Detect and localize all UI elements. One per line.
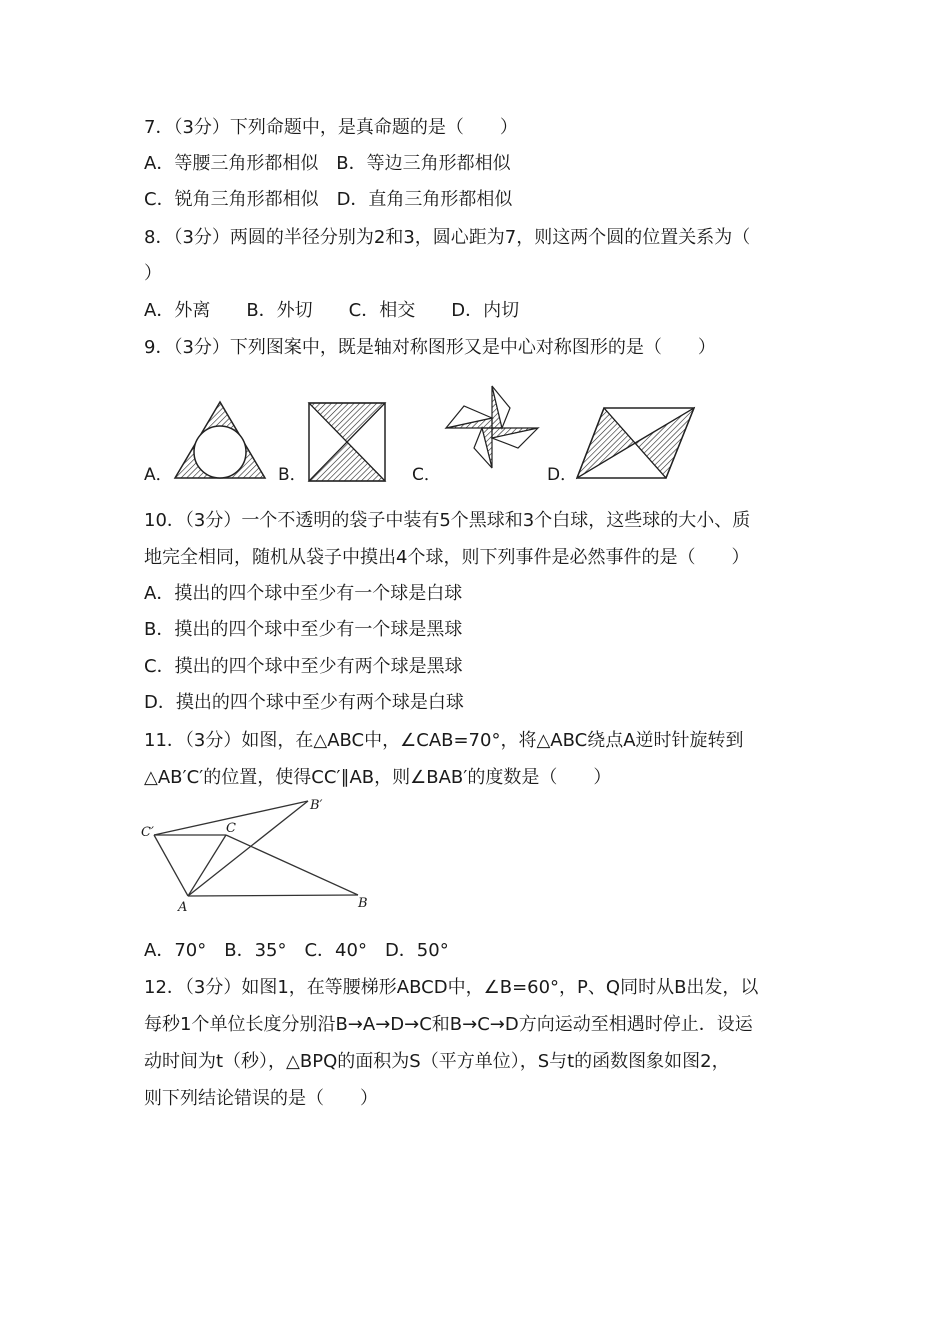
q11-stem-line1: 11．（3分）如图，在△ABC中，∠CAB=70°，将△ABC绕点A逆时针旋转到 bbox=[144, 730, 744, 751]
q10-option-c: C．摸出的四个球中至少有两个球是黑球 bbox=[144, 656, 463, 677]
label-b-prime: B′ bbox=[310, 798, 323, 813]
q12-stem-line1: 12．（3分）如图1，在等腰梯形ABCD中，∠B=60°，P、Q同时从B出发，以 bbox=[144, 977, 759, 998]
label-c: C bbox=[226, 821, 236, 836]
q9-figure-c-pinwheel bbox=[440, 380, 544, 470]
q12-stem-line3: 动时间为t（秒），△BPQ的面积为S（平方单位），S与t的函数图象如图2， bbox=[144, 1051, 730, 1072]
q9-figure-b-square-hourglass bbox=[306, 400, 388, 484]
q10-option-a: A．摸出的四个球中至少有一个球是白球 bbox=[144, 583, 463, 604]
q11-options: A．70° B．35° C．40° D．50° bbox=[144, 940, 449, 961]
segment-ac bbox=[188, 835, 226, 896]
q8-stem-line2: ） bbox=[144, 263, 162, 284]
q9-stem: 9．（3分）下列图案中，既是轴对称图形又是中心对称图形的是（ ） bbox=[144, 337, 716, 358]
segment-cb bbox=[226, 835, 358, 895]
q8-stem-line1: 8．（3分）两圆的半径分别为2和3，圆心距为7，则这两个圆的位置关系为（ bbox=[144, 227, 751, 248]
q10-option-b: B．摸出的四个球中至少有一个球是黑球 bbox=[144, 619, 463, 640]
q10-option-d: D．摸出的四个球中至少有两个球是白球 bbox=[144, 692, 464, 713]
q9-option-b-label: B． bbox=[278, 465, 307, 485]
q9-figure-a-triangle-circle bbox=[170, 398, 270, 483]
q7-options-cd: C．锐角三角形都相似 D．直角三角形都相似 bbox=[144, 189, 513, 210]
q9-option-a-label: A． bbox=[144, 465, 173, 485]
label-b: B bbox=[358, 896, 368, 911]
segment-ac-prime bbox=[154, 835, 188, 896]
q10-stem-line2: 地完全相同，随机从袋子中摸出4个球，则下列事件是必然事件的是（ ） bbox=[144, 547, 750, 568]
segment-ab-prime bbox=[188, 801, 308, 896]
q12-stem-line2: 每秒1个单位长度分别沿B→A→D→C和B→C→D方向运动至相遇时停止．设运 bbox=[144, 1014, 753, 1035]
segment-ab bbox=[188, 895, 358, 896]
q9-option-d-label: D． bbox=[547, 465, 578, 485]
q8-options: A．外离 B．外切 C．相交 D．内切 bbox=[144, 300, 520, 321]
q7-options-ab: A．等腰三角形都相似 B．等边三角形都相似 bbox=[144, 153, 511, 174]
q7-stem: 7．（3分）下列命题中，是真命题的是（ ） bbox=[144, 117, 518, 138]
label-c-prime: C′ bbox=[141, 825, 154, 840]
q10-stem-line1: 10．（3分）一个不透明的袋子中装有5个黑球和3个白球，这些球的大小、质 bbox=[144, 510, 751, 531]
q11-stem-line2: △AB′C′的位置，使得CC′∥AB，则∠BAB′的度数是（ ） bbox=[144, 767, 612, 788]
q12-stem-line4: 则下列结论错误的是（ ） bbox=[144, 1088, 378, 1109]
q11-rotation-figure bbox=[138, 795, 378, 915]
q9-option-c-label: C． bbox=[412, 465, 441, 485]
q9-figure-d-parallelogram bbox=[574, 404, 698, 482]
label-a: A bbox=[178, 900, 188, 915]
